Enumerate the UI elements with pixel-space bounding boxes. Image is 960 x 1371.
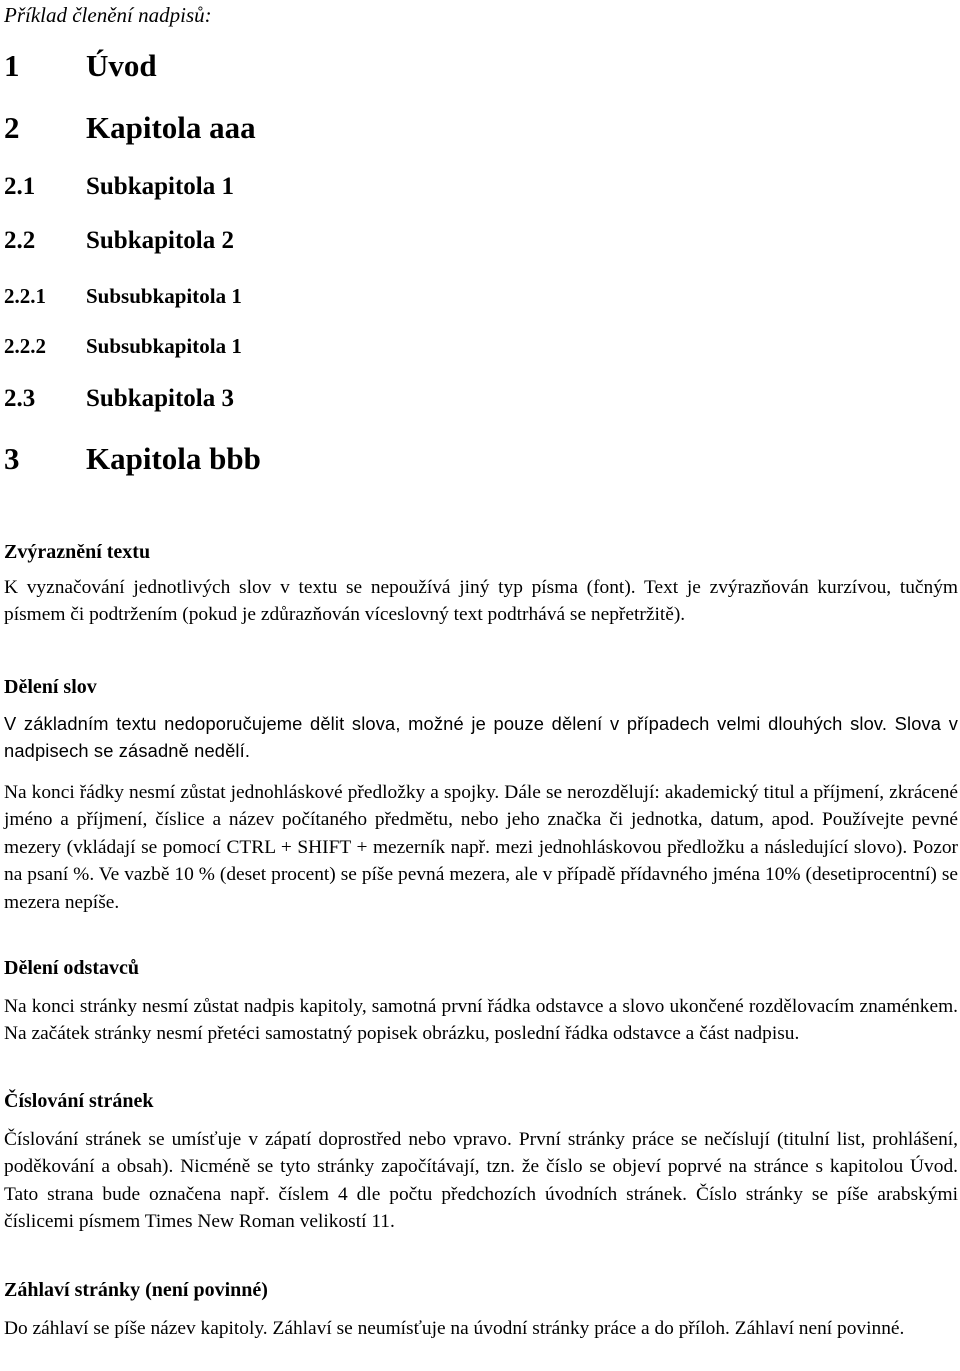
paragraph-hyphenation-2: Na konci řádky nesmí zůstat jednohláskové předložky a spojky. Dále se nerozdělují: akademický titul a příjmení, zkrácené jméno a příjmení, číslice a název počítaného předmětu, nebo jeho značka či jednotka, datum, apod. Používejte pevné mezery (vkládají se pomocí CTRL + SHIFT + mezerník např. mezi jednohláskovou předložku a následující slovo). Pozor na psaní %. Ve vazbě 10 % (deset procent) se píše pevná mezera, ale v případě přídavného jména 10% (desetiprocentní) se mezera nepíše. [4, 782, 958, 913]
paragraph-paragraph-breaks: Na konci stránky nesmí zůstat nadpis kapitoly, samotná první řádka odstavce a slovo ukončené rozdělovacím znaménkem. Na začátek stránky nesmí přetéci samostatný popisek obrázku, poslední řádka odstavce a část nadpisu. [4, 996, 958, 1045]
heading-title: Úvod [86, 48, 157, 83]
paragraph-hyphenation-1: V základním textu nedoporučujeme dělit slova, možné je pouze dělení v případech velmi dlouhých slov. Slova v nadpisech se zásadně nedělí. [4, 713, 958, 762]
section-title-paragraph-breaks: Dělení odstavců [4, 957, 139, 979]
heading-2-2-1 [4, 283, 242, 309]
heading-3 [4, 441, 261, 477]
heading-number: 2.3 [4, 385, 36, 412]
heading-title: Subsubkapitola 1 [86, 284, 242, 308]
paragraph-header: Do záhlaví se píše název kapitoly. Záhlaví se neumísťuje na úvodní stránky práce a do příloh. Záhlaví není povinné. [4, 1318, 905, 1339]
heading-title: Kapitola bbb [86, 441, 261, 476]
heading-2-3 [4, 384, 234, 414]
heading-2-1 [4, 172, 234, 202]
section-title-header: Záhlaví stránky (není povinné) [4, 1279, 268, 1301]
section-title-emphasis: Zvýraznění textu [4, 541, 151, 563]
paragraph-page-numbering: Číslování stránek se umísťuje v zápatí doprostřed nebo vpravo. První stránky práce se nečíslují (titulní list, prohlášení, poděkování a obsah). Nicméně se tyto stránky započítávají, tzn. že číslo se objeví poprvé na stránce s kapitolou Úvod. Tato strana bude označena např. číslem 4 dle počtu předchozích úvodních stránek. Číslo stránky se píše arabskými číslicemi písmem Times New Roman velikostí 11. [4, 1129, 958, 1233]
heading-2 [4, 110, 256, 146]
heading-2-2 [4, 226, 234, 256]
heading-number: 3 [4, 441, 20, 476]
heading-title: Subkapitola 1 [86, 173, 234, 200]
heading-title: Subkapitola 2 [86, 227, 234, 254]
section-title-page-numbering: Číslování stránek [4, 1090, 154, 1112]
paragraph-emphasis: K vyznačování jednotlivých slov v textu se nepoužívá jiný typ písma (font). Text je zvýrazňován kurzívou, tučným písmem či podtržením (pokud je zdůrazňován víceslovný text podtrhává se nepřetržitě). [4, 577, 958, 626]
heading-title: Subkapitola 3 [86, 385, 234, 412]
heading-1 [4, 48, 157, 84]
section-title-hyphenation: Dělení slov [4, 676, 97, 698]
heading-title: Kapitola aaa [86, 110, 256, 145]
heading-title: Subsubkapitola 1 [86, 334, 242, 358]
heading-2-2-2 [4, 333, 242, 359]
heading-number: 2.1 [4, 173, 36, 200]
heading-number: 2.2.2 [4, 334, 46, 358]
heading-number: 2.2.1 [4, 284, 46, 308]
intro-text: Příklad členění nadpisů: [4, 3, 212, 27]
heading-number: 2 [4, 110, 20, 145]
heading-number: 2.2 [4, 227, 36, 254]
heading-number: 1 [4, 48, 20, 83]
